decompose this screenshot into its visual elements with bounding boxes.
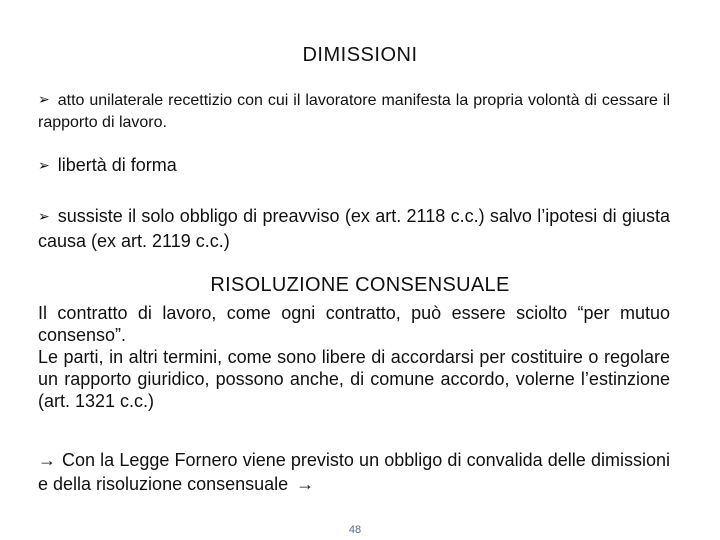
slide-title: DIMISSIONI xyxy=(302,44,418,66)
paragraph: Le parti, in altri termini, come sono libere di accordarsi per costituire o regolare un rapporto giuridico, possono anche, di comune accordo, volerne l’estinzione (art. 1321 c.c.) xyxy=(38,347,670,411)
bullet-item-form xyxy=(38,154,670,177)
bullet-text: libertà di forma xyxy=(57,155,177,175)
arrowhead-bullet-icon: ➢ xyxy=(38,91,50,107)
arrowhead-bullet-icon: ➢ xyxy=(38,208,50,224)
paragraph: Il contratto di lavoro, come ogni contratto, può essere sciolto “per mutuo consenso”. xyxy=(38,303,670,345)
bullet-item-definition xyxy=(38,89,670,134)
section-title: RISOLUZIONE CONSENSUALE xyxy=(210,274,510,296)
note-text: Con la Legge Fornero viene previsto un obbligo di convalida delle dimissioni e della risoluzione consensuale xyxy=(38,450,670,494)
bullet-text: sussiste il solo obbligo di preavviso (ex art. 2118 c.c.) salvo l’ipotesi di giusta causa (ex art. 2119 c.c.) xyxy=(38,206,670,251)
section-body xyxy=(38,302,670,412)
arrow-right-icon: → xyxy=(296,474,315,494)
fornero-note xyxy=(38,448,670,496)
arrowhead-bullet-icon: ➢ xyxy=(38,157,50,173)
bullet-text: atto unilaterale recettizio con cui il lavoratore manifesta la propria volontà di cessare il rapporto di lavoro. xyxy=(38,92,670,131)
page-number: 48 xyxy=(348,524,362,536)
arrow-right-icon: → xyxy=(38,450,56,470)
bullet-item-notice xyxy=(38,204,670,253)
